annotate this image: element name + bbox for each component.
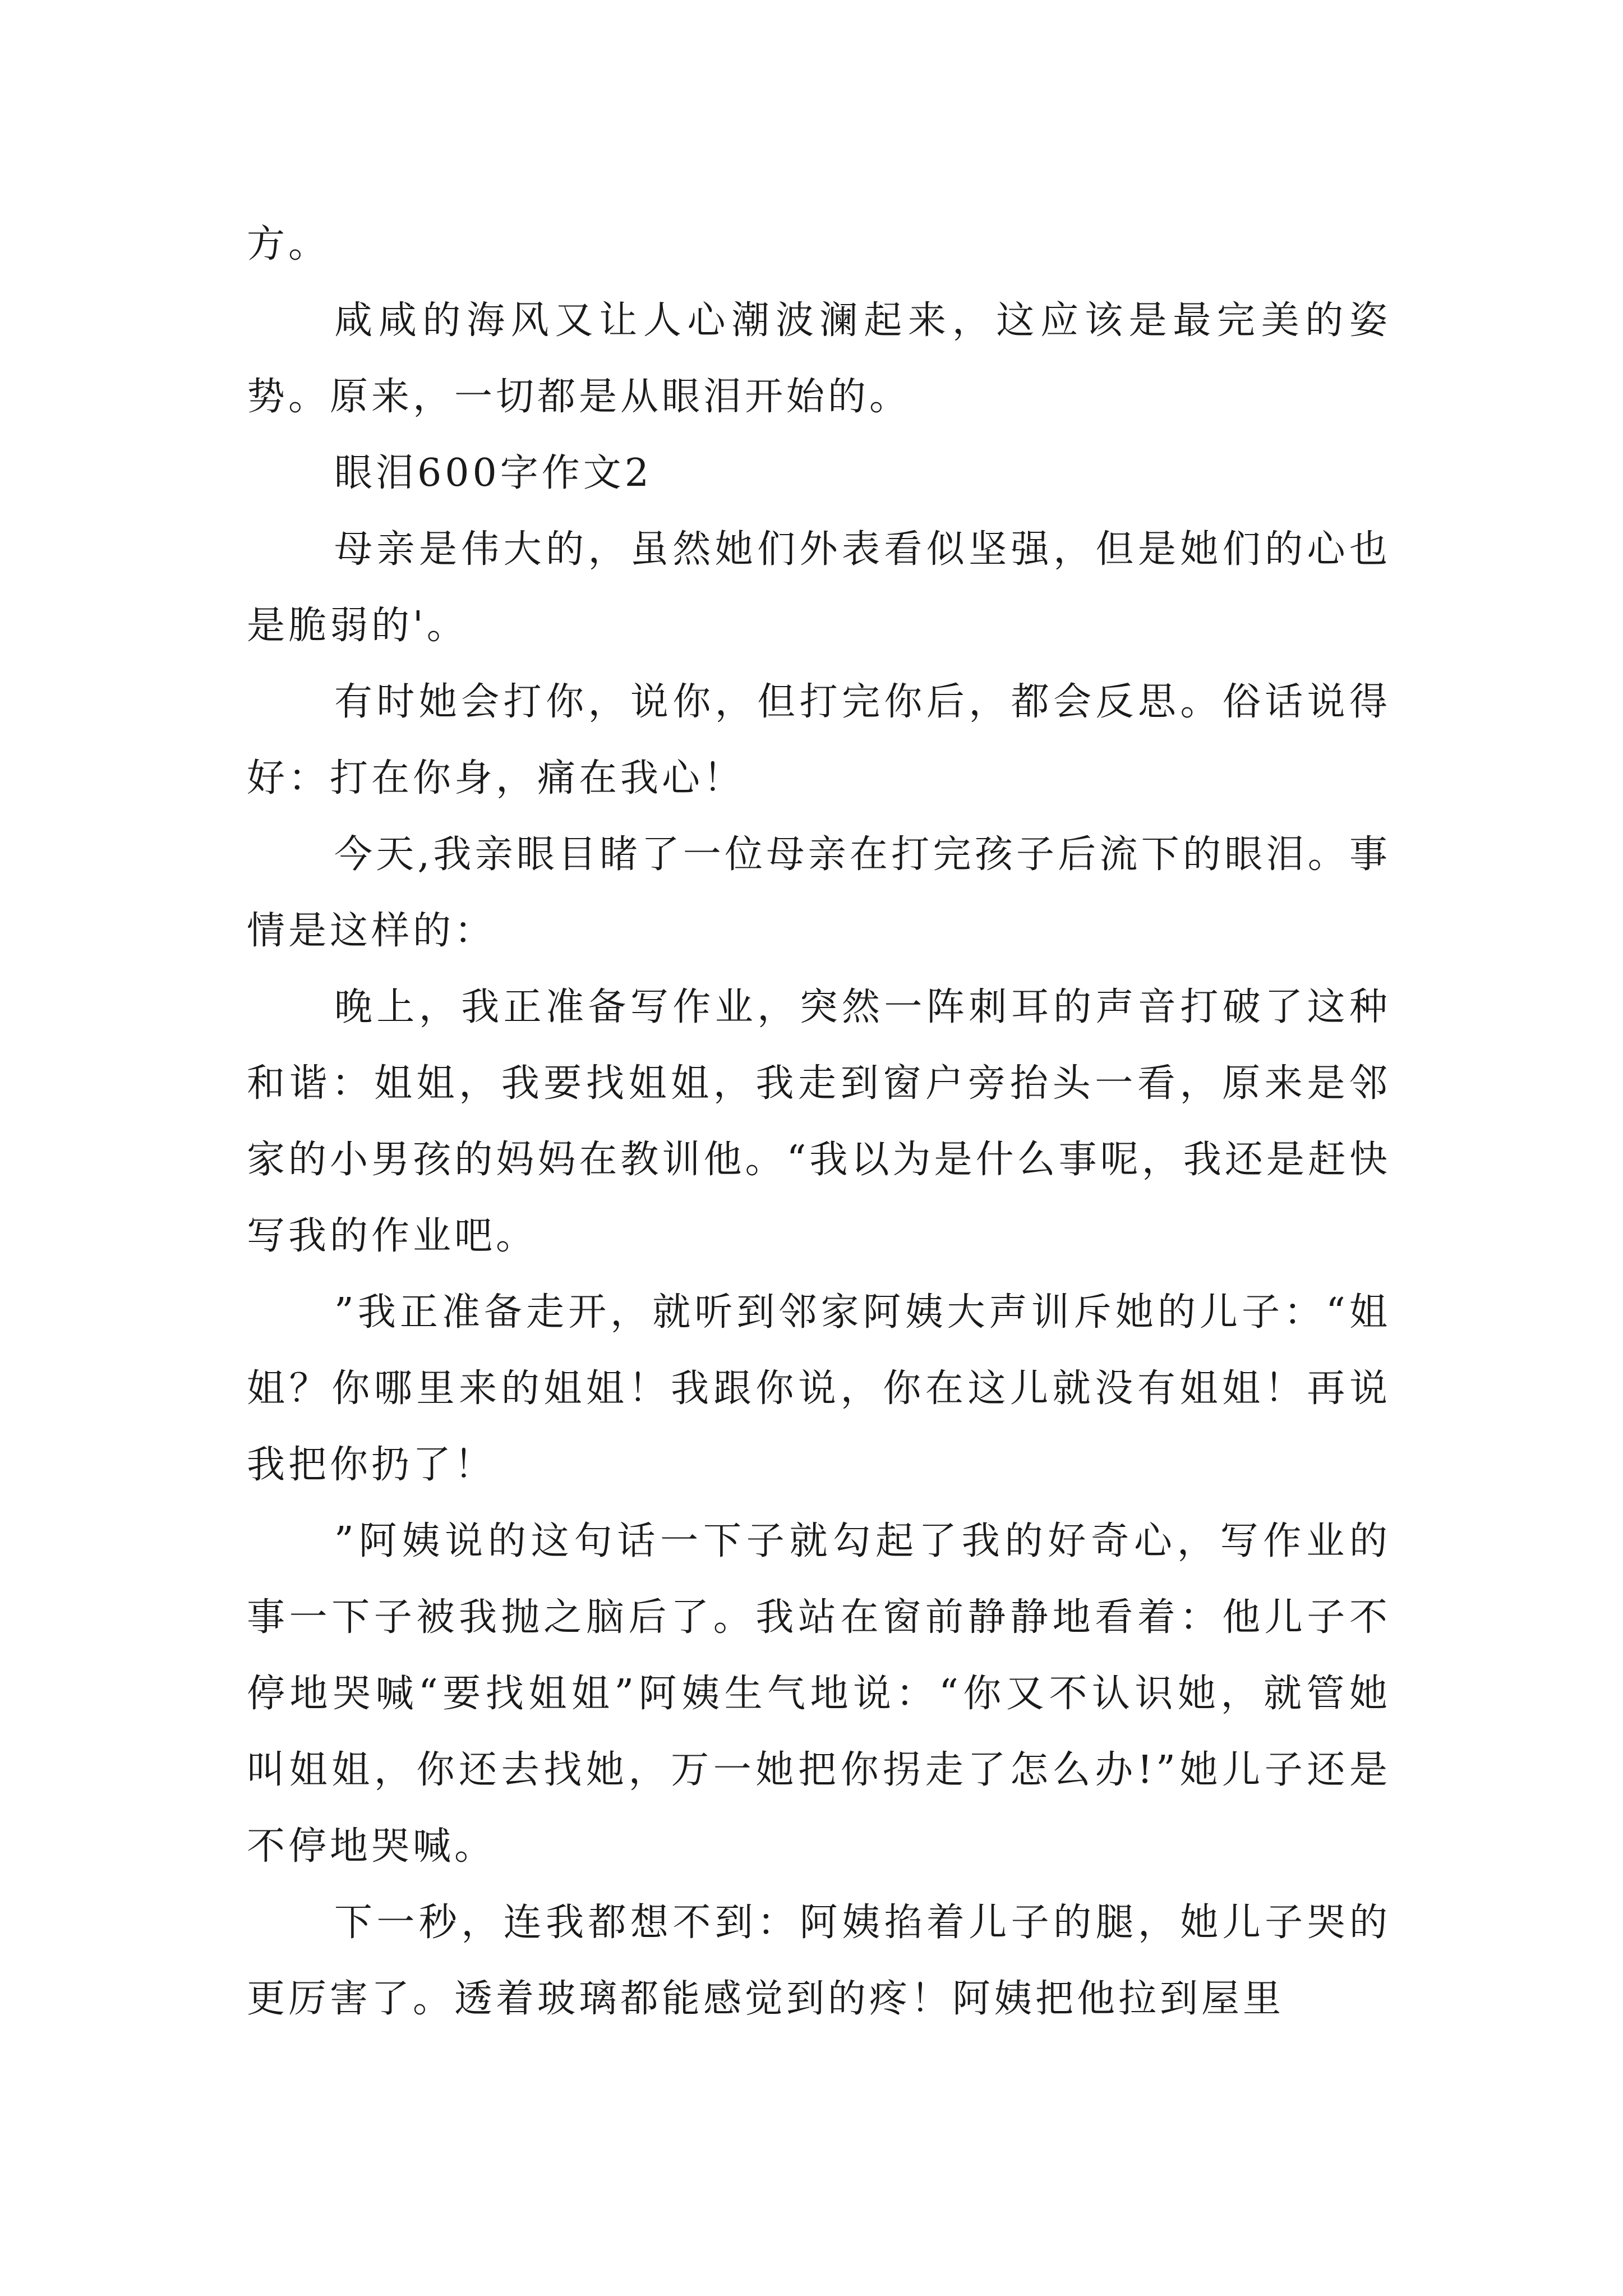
paragraph: 今天,我亲眼目睹了一位母亲在打完孩子后流下的眼泪。事情是这样的： (247, 832, 1391, 953)
paragraph: 下一秒，连我都想不到：阿姨掐着儿子的腿，她儿子哭的更厉害了。透着玻璃都能感觉到的疼！阿姨把他拉到屋里 (247, 1901, 1391, 2021)
paragraph: ”我正准备走开，就听到邻家阿姨大声训斥她的儿子：“姐姐？你哪里来的姐姐！我跟你说，你在这儿就没有姐姐！再说我把你扔了！ (247, 1290, 1391, 1487)
paragraph: 方。 (247, 222, 330, 266)
paragraph: 晚上，我正准备写作业，突然一阵刺耳的声音打破了这种和谐：姐姐，我要找姐姐，我走到窗户旁抬头一看，原来是邻家的小男孩的妈妈在教训他。“我以为是什么事呢，我还是赶快写我的作业吧。 (247, 985, 1391, 1258)
paragraph: 母亲是伟大的，虽然她们外表看似坚强，但是她们的心也是脆弱的'。 (247, 527, 1391, 648)
paragraph: 咸咸的海风又让人心潮波澜起来，这应该是最完美的姿势。原来，一切都是从眼泪开始的。 (247, 298, 1391, 419)
section-title: 眼泪600字作文2 (334, 451, 653, 495)
paragraph: ”阿姨说的这句话一下子就勾起了我的好奇心，写作业的事一下子被我抛之脑后了。我站在窗前静静地看着：他儿子不停地哭喊“要找姐姐”阿姨生气地说：“你又不认识她，就管她叫姐姐，你还去找她，万一她把你拐走了怎么办!”她儿子还是不停地哭喊。 (247, 1519, 1391, 1869)
paragraph: 有时她会打你，说你，但打完你后，都会反思。俗话说得好：打在你身，痛在我心！ (247, 680, 1391, 800)
document-body (247, 206, 1391, 2037)
